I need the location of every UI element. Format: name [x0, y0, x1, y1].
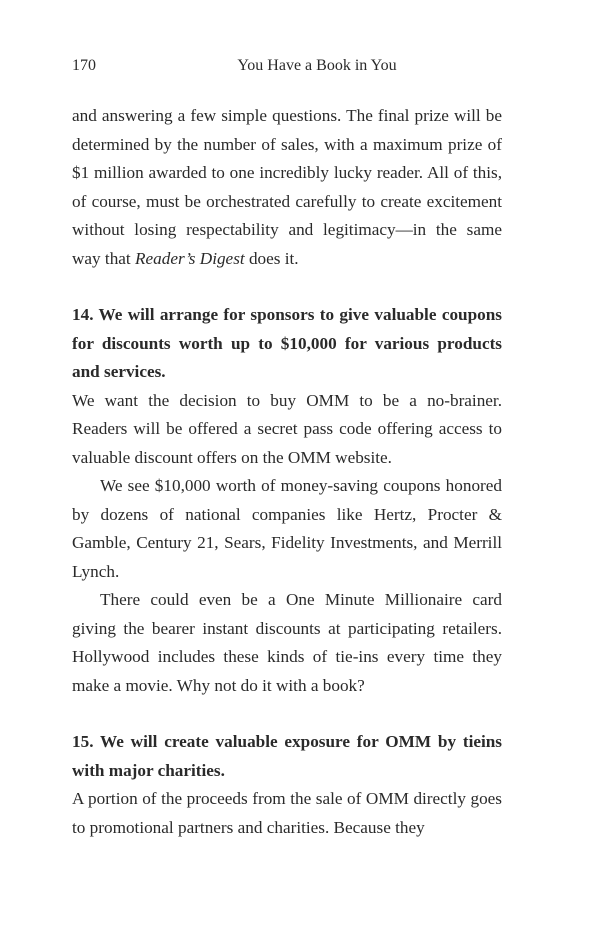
- paragraph: We see $10,000 worth of money-saving coupons honored by dozens of national companies like Hertz, Procter & Gamble, Century 21, Sears, Fidelity Investments, and Merrill Lynch.: [72, 476, 502, 581]
- body-text: [72, 102, 502, 842]
- paragraph: We want the decision to buy OMM to be a no-brainer. Readers will be offered a secret pass code offering access to valuable discount offers on the OMM website.: [72, 390, 502, 467]
- italic-title: Reader’s Digest: [135, 248, 245, 268]
- paragraph-continuation: [72, 102, 502, 273]
- running-title: You Have a Book in You: [237, 57, 397, 74]
- paragraph-text: and answering a few simple questions. The final prize will be determined by the number of sales, with a maximum prize of $1 million awarded to one incredibly lucky reader. All of this, of course, must be orchestrated carefully to create excitement without losing respectability and legitimacy—in the same way that: [72, 106, 502, 268]
- page-number: 170: [72, 57, 96, 74]
- paragraph: There could even be a One Minute Millionaire card giving the bearer instant discounts at participating retailers. Hollywood includes these kinds of tie-ins every time they make a movie. Why not do it with a book?: [72, 590, 502, 695]
- section-heading-14: 14. We will arrange for sponsors to give valuable coupons for discounts worth up to $10,000 for various products and services.: [72, 305, 502, 381]
- paragraph: A portion of the proceeds from the sale of OMM directly goes to promotional partners and charities. Because they: [72, 789, 502, 837]
- paragraph-text-end: does it.: [244, 248, 299, 268]
- section-heading-15: 15. We will create valuable exposure for OMM by tieins with major charities.: [72, 732, 502, 780]
